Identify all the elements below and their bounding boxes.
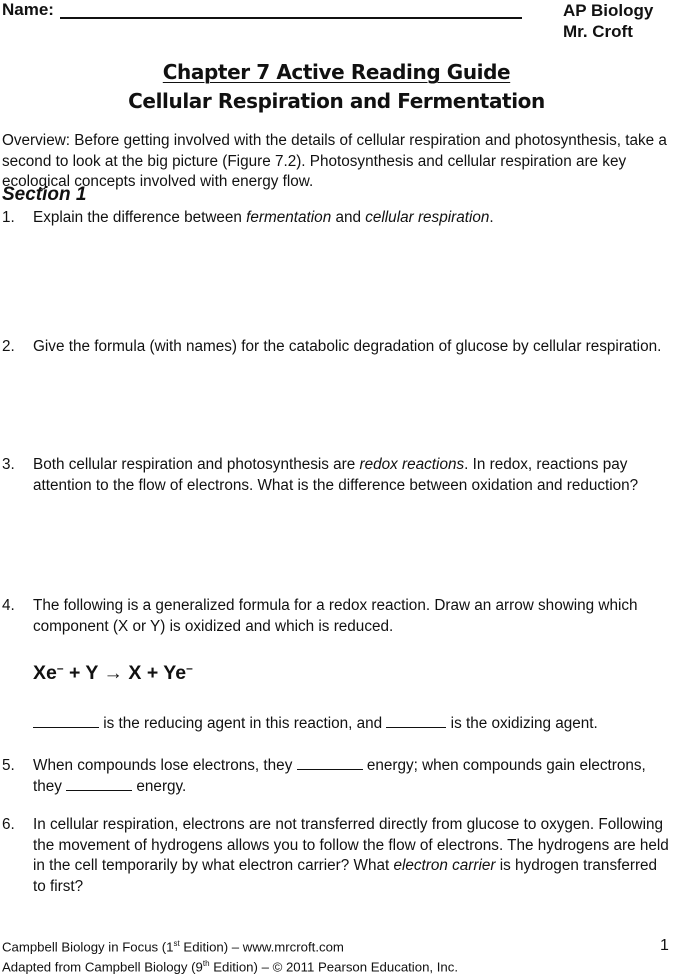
footer-line-1 <box>2 935 458 955</box>
energy-blank-1[interactable] <box>297 757 363 770</box>
question-text: and <box>331 209 366 226</box>
question-text: The following is a generalized formula for a redox reaction. Draw an arrow showing which component (X or Y) is oxidized and which is reduced. <box>33 597 638 635</box>
question-text: energy; when compounds gain electrons, they <box>33 757 646 795</box>
footer-sup: th <box>202 959 210 969</box>
page-title <box>0 60 673 84</box>
question-5 <box>2 756 673 797</box>
question-text: In cellular respiration, electrons are not transferred directly from glucose to oxygen. Following the movement of hydrogens allows you to follow the flow of electrons. The hydrogens are held in the cell temporarily by what electron carrier? What <box>33 816 669 874</box>
formula-term: + Y <box>63 662 104 684</box>
reducing-agent-blank[interactable] <box>33 715 99 728</box>
arrow-icon: → <box>103 662 123 684</box>
sentence-text: is the oxidizing agent. <box>450 715 598 732</box>
question-1 <box>2 208 673 229</box>
term-fermentation: fermentation <box>246 209 332 226</box>
energy-blank-2[interactable] <box>66 778 132 791</box>
course-info <box>563 0 653 42</box>
section-heading: Section 1 <box>2 184 87 205</box>
page-subtitle: Cellular Respiration and Fermentation <box>128 89 545 113</box>
question-text: . <box>489 209 494 226</box>
question-text: Give the formula (with names) for the catabolic degradation of glucose by cellular respiration. <box>33 338 662 355</box>
oxidizing-agent-blank[interactable] <box>386 715 446 728</box>
footer-sup: st <box>173 939 180 948</box>
term-electron-carrier: electron carrier <box>393 857 496 874</box>
redox-formula <box>33 661 193 685</box>
question-text: is hydrogen transferred to first? <box>33 857 658 895</box>
question-number: 6. <box>2 816 15 833</box>
question-text: energy. <box>136 777 187 795</box>
course-label: AP Biology <box>563 1 654 20</box>
teacher-label: Mr. Croft <box>563 22 633 41</box>
question-2 <box>2 337 673 358</box>
formula-sup: – <box>56 661 64 675</box>
question-number: 1. <box>2 209 15 226</box>
question-number: 4. <box>2 597 15 614</box>
page-number: 1 <box>660 937 669 954</box>
footer-line-2 <box>2 955 458 975</box>
question-text: Both cellular respiration and photosynthesis are <box>33 456 360 473</box>
question-number: 3. <box>2 456 15 473</box>
overview-paragraph: Overview: Before getting involved with the details of cellular respiration and photosynthesis, take a second to look at the big picture (Figure 7.2). Photosynthesis and cellular respiration are key ecological concepts involved with energy flow. <box>2 132 667 190</box>
name-label: Name: <box>2 0 54 19</box>
term-cellular-respiration: cellular respiration <box>365 209 490 226</box>
question-text: Explain the difference between <box>33 209 247 226</box>
title-line-1: Chapter 7 Active Reading Guide <box>162 60 511 84</box>
question-number: 2. <box>2 338 15 355</box>
question-6 <box>2 815 673 897</box>
footer-text: Adapted from Campbell Biology (9 <box>2 959 203 975</box>
question-number: 5. <box>2 757 15 774</box>
footer-text: Edition) – www.mrcroft.com <box>179 939 344 955</box>
question-text: . In redox, reactions pay attention to the flow of electrons. What is the difference between oxidation and reduction? <box>33 456 639 494</box>
question-3 <box>2 455 673 496</box>
agents-sentence <box>2 714 673 735</box>
question-text: When compounds lose electrons, they <box>33 757 293 774</box>
question-4 <box>2 596 673 637</box>
formula-term: Xe <box>33 662 57 684</box>
formula-term: X + Ye <box>123 662 187 684</box>
footer-text: Campbell Biology in Focus (1 <box>2 939 174 955</box>
sentence-text: is the reducing agent in this reaction, and <box>103 715 383 732</box>
footer-text: Edition) – © 2011 Pearson Education, Inc. <box>209 959 458 975</box>
term-redox-reactions: redox reactions <box>359 456 465 473</box>
name-blank-line <box>60 17 522 19</box>
formula-sup: – <box>186 661 193 675</box>
